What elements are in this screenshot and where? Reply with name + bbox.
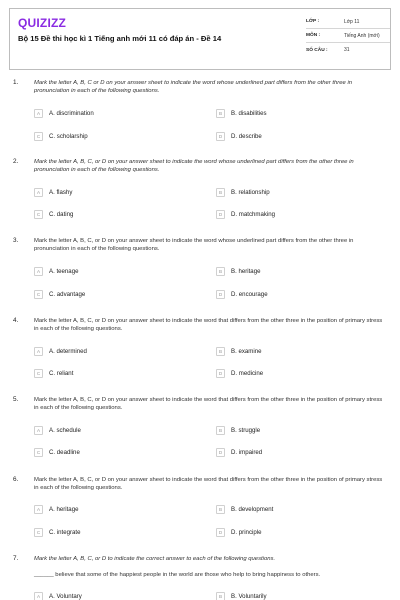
option-letter-badge: A	[34, 188, 43, 197]
option-a[interactable]	[34, 108, 94, 119]
option-d[interactable]	[216, 368, 263, 379]
option-b[interactable]	[216, 108, 267, 119]
meta-label: SỐ CÂU :	[306, 47, 328, 53]
option-letter-badge: C	[34, 290, 43, 299]
option-d[interactable]	[216, 131, 262, 142]
option-label: A. heritage	[49, 506, 79, 513]
option-label: B. examine	[231, 348, 262, 355]
option-letter-badge: D	[216, 132, 225, 141]
option-letter-badge: C	[34, 448, 43, 457]
meta-row-class	[306, 15, 390, 29]
option-letter-badge: A	[34, 592, 43, 600]
option-label: A. determined	[49, 348, 87, 355]
question-text: Mark the letter A, B, C, or D on your answer sheet to indicate the word whose underlined part differs from the other three in pronunciation in each of the following questions.	[34, 238, 354, 253]
option-b[interactable]	[216, 425, 260, 436]
quizizz-logo[interactable]: QUIZIZZ	[18, 16, 67, 30]
option-c[interactable]	[34, 447, 80, 458]
option-a[interactable]	[34, 187, 72, 198]
option-d[interactable]	[216, 289, 268, 300]
option-a[interactable]	[34, 266, 78, 277]
option-label: D. describe	[231, 133, 262, 140]
meta-value: Lớp 11	[344, 18, 360, 25]
option-c[interactable]	[34, 209, 73, 220]
option-b[interactable]	[216, 504, 273, 515]
option-label: C. deadline	[49, 449, 80, 456]
option-d[interactable]	[216, 527, 261, 538]
option-label: D. matchmaking	[231, 211, 276, 218]
option-letter-badge: B	[216, 505, 225, 514]
option-a[interactable]	[34, 425, 81, 436]
document-header	[9, 8, 391, 70]
option-label: D. encourage	[231, 291, 268, 298]
meta-label: MÔN :	[306, 33, 321, 38]
question-number: 6.	[13, 476, 19, 483]
question-text: Mark the letter A, B, C or D on your answer sheet to indicate the word whose underlined part differs from the other three in pronunciation in each of the following questions.	[34, 80, 353, 95]
option-a[interactable]	[34, 591, 82, 600]
question-number: 4.	[13, 317, 19, 324]
meta-label: LỚP :	[306, 19, 320, 24]
option-label: A. schedule	[49, 427, 81, 434]
option-letter-badge: C	[34, 210, 43, 219]
option-label: C. integrate	[49, 529, 81, 536]
option-letter-badge: D	[216, 528, 225, 537]
option-letter-badge: A	[34, 109, 43, 118]
meta-value: 31	[344, 47, 350, 53]
option-a[interactable]	[34, 504, 78, 515]
option-letter-badge: B	[216, 109, 225, 118]
option-label: B. development	[231, 506, 274, 513]
option-b[interactable]	[216, 266, 260, 277]
option-letter-badge: B	[216, 426, 225, 435]
document-title: Bộ 15 Đề thi học kì 1 Tiếng anh mới 11 có đáp án - Đề 14	[18, 34, 222, 43]
option-letter-badge: A	[34, 505, 43, 514]
option-letter-badge: C	[34, 132, 43, 141]
option-label: B. relationship	[231, 189, 270, 196]
option-letter-badge: D	[216, 210, 225, 219]
option-letter-badge: A	[34, 347, 43, 356]
option-label: C. advantage	[49, 291, 86, 298]
question-text: Mark the letter A, B, C, or D on your answer sheet to indicate the word that differs from the other three in the position of primary stress in each of the following questions.	[34, 477, 383, 492]
option-letter-badge: B	[216, 267, 225, 276]
option-label: A. Voluntary	[49, 593, 82, 600]
question-prompt: ______ believe that some of the happiest people in the world are those who help to bring happiness to others.	[34, 572, 321, 578]
option-b[interactable]	[216, 346, 261, 357]
option-c[interactable]	[34, 527, 81, 538]
option-letter-badge: B	[216, 347, 225, 356]
question-text: Mark the letter A, B, C, or D to indicate the correct answer to each of the following questions.	[34, 556, 276, 562]
meta-row-subject	[306, 29, 390, 43]
option-label: C. dating	[49, 211, 74, 218]
option-letter-badge: C	[34, 528, 43, 537]
option-label: A. teenage	[49, 268, 79, 275]
option-c[interactable]	[34, 131, 88, 142]
option-letter-badge: A	[34, 426, 43, 435]
option-label: A. flashy	[49, 189, 73, 196]
question-number: 3.	[13, 237, 19, 244]
question-number: 5.	[13, 396, 19, 403]
option-label: B. Voluntarily	[231, 593, 267, 600]
option-label: D. impaired	[231, 449, 263, 456]
option-letter-badge: B	[216, 592, 225, 600]
option-label: D. medicine	[231, 370, 264, 377]
meta-row-count	[306, 43, 390, 57]
option-label: A. discrimination	[49, 110, 94, 117]
option-label: B. struggle	[231, 427, 261, 434]
question-number: 2.	[13, 158, 19, 165]
option-letter-badge: A	[34, 267, 43, 276]
option-c[interactable]	[34, 289, 85, 300]
option-label: C. scholarship	[49, 133, 88, 140]
question-number: 7.	[13, 555, 19, 562]
option-label: B. disabilities	[231, 110, 267, 117]
question-number: 1.	[13, 79, 19, 86]
option-letter-badge: B	[216, 188, 225, 197]
option-letter-badge: D	[216, 448, 225, 457]
option-label: C. reliant	[49, 370, 74, 377]
option-d[interactable]	[216, 447, 262, 458]
option-b[interactable]	[216, 187, 270, 198]
option-letter-badge: C	[34, 369, 43, 378]
document-meta	[306, 15, 390, 57]
option-a[interactable]	[34, 346, 87, 357]
option-c[interactable]	[34, 368, 73, 379]
option-label: B. heritage	[231, 268, 261, 275]
option-b[interactable]	[216, 591, 267, 600]
question-text: Mark the letter A, B, C, or D on your answer sheet to indicate the word that differs from the other three in the position of primary stress in each of the following questions.	[34, 318, 383, 333]
option-label: D. principle	[231, 529, 262, 536]
option-letter-badge: D	[216, 290, 225, 299]
meta-value: Tiếng Anh (mới)	[344, 32, 380, 39]
option-d[interactable]	[216, 209, 275, 220]
question-text: Mark the letter A, B, C, or D on your answer sheet to indicate the word that differs from the other three in the position of primary stress in each of the following questions.	[34, 397, 383, 412]
question-text: Mark the letter A, B, C, or D on your answer sheet to indicate the word whose underlined part differs from the other three in pronunciation in each of the following questions.	[34, 159, 354, 174]
option-letter-badge: D	[216, 369, 225, 378]
